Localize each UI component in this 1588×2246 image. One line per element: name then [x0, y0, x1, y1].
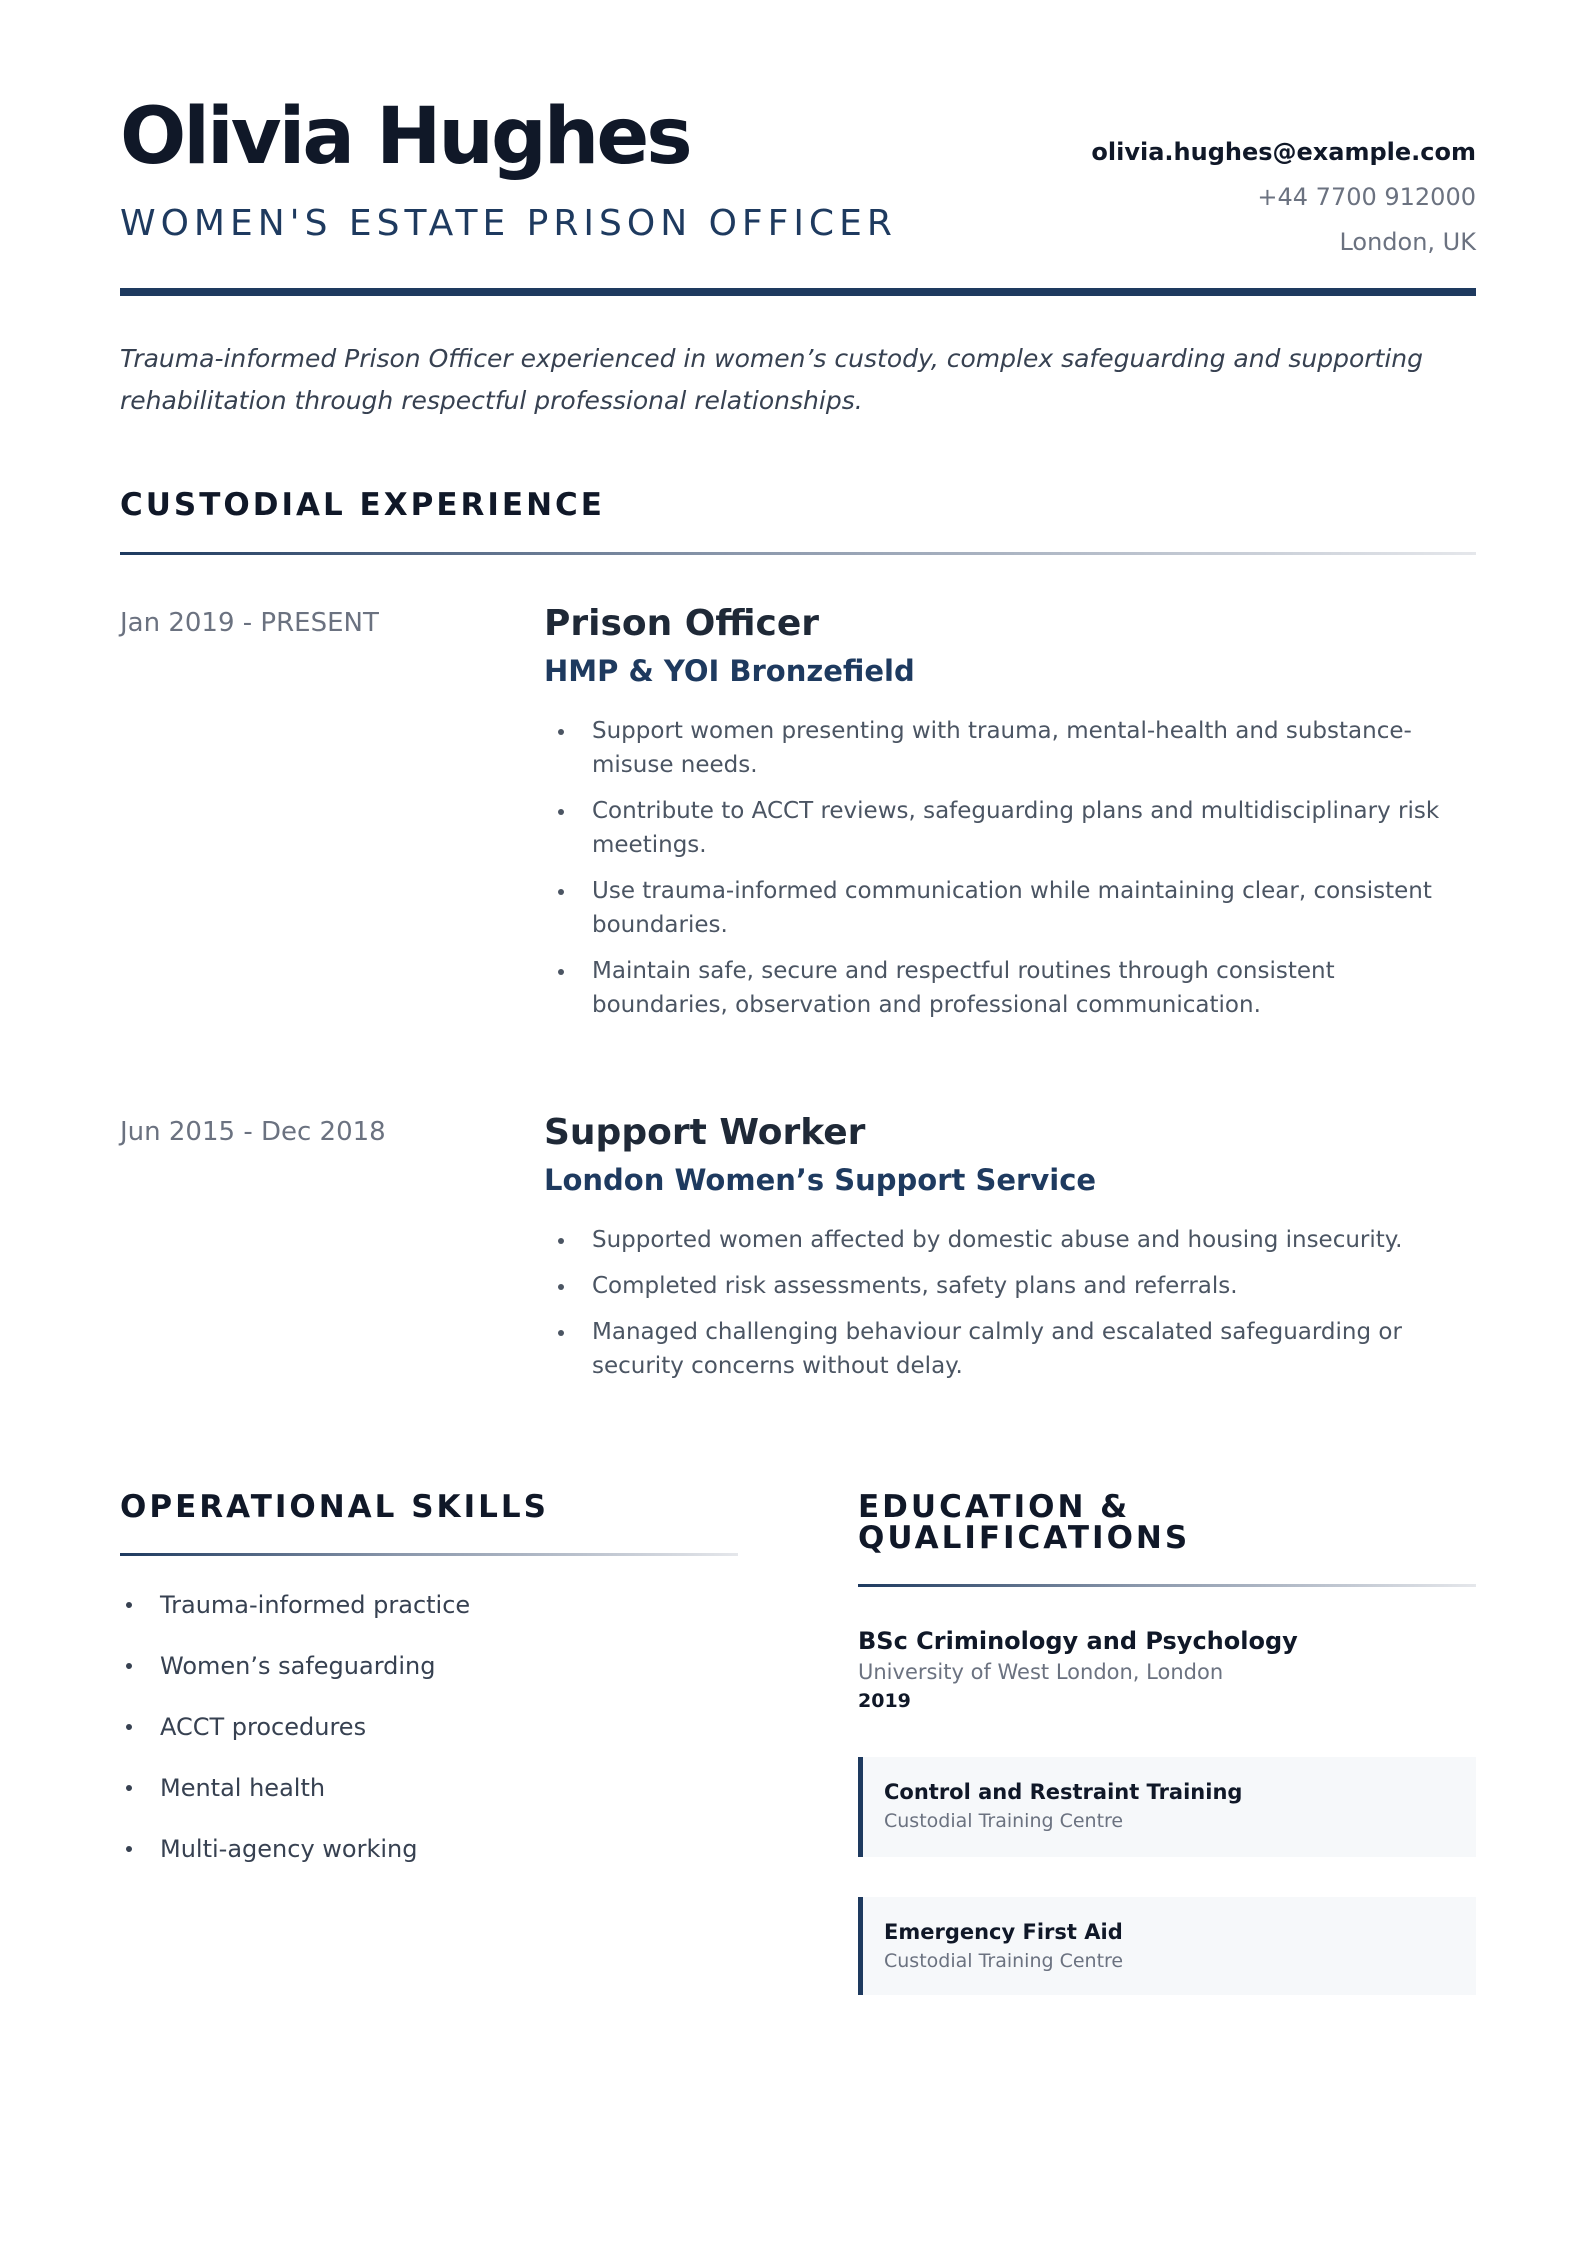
certification-card: [858, 1757, 1476, 1857]
skill-item: Trauma-informed practice: [120, 1588, 738, 1622]
skills-section: [120, 1489, 738, 1893]
degree-institution: University of West London, London: [858, 1660, 1224, 1684]
education-divider: [858, 1584, 1476, 1587]
experience-divider: [120, 552, 1476, 555]
contact-phone[interactable]: +44 7700 912000: [1257, 183, 1476, 211]
skills-list: [120, 1588, 738, 1866]
skills-divider: [120, 1553, 738, 1556]
job-duties-list: [544, 1223, 1476, 1395]
job-duty: Support women presenting with trauma, mental-health and substance-misuse needs.: [544, 714, 1476, 782]
experience-heading: CUSTODIAL EXPERIENCE: [120, 487, 605, 523]
job-title: Prison Officer: [544, 603, 820, 644]
header-divider: [120, 288, 1476, 296]
skill-item: Women’s safeguarding: [120, 1649, 738, 1683]
certification-card: [858, 1897, 1476, 1995]
candidate-name: Olivia Hughes: [120, 92, 690, 182]
degree-entry: [858, 1625, 1476, 1715]
job-duty: Managed challenging behaviour calmly and escalated safeguarding or security concerns without delay.: [544, 1315, 1476, 1383]
skill-item: Mental health: [120, 1771, 738, 1805]
skill-item: Multi-agency working: [120, 1832, 738, 1866]
contact-block: [1091, 130, 1476, 265]
certification-source: Custodial Training Centre: [884, 1810, 1124, 1832]
degree-title: BSc Criminology and Psychology: [858, 1627, 1298, 1655]
job-duty: Use trauma-informed communication while maintaining clear, consistent boundaries.: [544, 874, 1476, 942]
candidate-role: WOMEN'S ESTATE PRISON OFFICER: [120, 203, 897, 244]
job-duties-list: [544, 714, 1476, 1034]
professional-summary: Trauma-informed Prison Officer experienced in women’s custody, complex safeguarding and supporting rehabilitation through respectful professional relationships.: [120, 344, 1424, 415]
job-duty: Supported women affected by domestic abuse and housing insecurity.: [544, 1223, 1476, 1257]
certification-source: Custodial Training Centre: [884, 1950, 1124, 1972]
job-organisation: London Women’s Support Service: [544, 1163, 1097, 1197]
certification-title: Emergency First Aid: [884, 1920, 1123, 1944]
job-dates: Jan 2019 - PRESENT: [120, 608, 379, 638]
skill-item: ACCT procedures: [120, 1710, 738, 1744]
skills-heading: OPERATIONAL SKILLS: [120, 1489, 549, 1525]
degree-year: 2019: [858, 1690, 911, 1712]
contact-location: London, UK: [1339, 228, 1476, 256]
contact-email[interactable]: olivia.hughes@example.com: [1091, 138, 1476, 166]
job-dates: Jun 2015 - Dec 2018: [120, 1117, 386, 1147]
job-duty: Maintain safe, secure and respectful routines through consistent boundaries, observation and professional communication.: [544, 954, 1476, 1022]
job-duty: Completed risk assessments, safety plans and referrals.: [544, 1269, 1476, 1303]
education-heading: EDUCATION & QUALIFICATIONS: [858, 1489, 1191, 1556]
resume-page: [120, 0, 1476, 2246]
job-title: Support Worker: [544, 1112, 866, 1153]
resume-header: [120, 88, 1476, 298]
education-section: [858, 1489, 1476, 1995]
job-duty: Contribute to ACCT reviews, safeguarding plans and multidisciplinary risk meetings.: [544, 794, 1476, 862]
certification-title: Control and Restraint Training: [884, 1780, 1243, 1804]
job-organisation: HMP & YOI Bronzefield: [544, 654, 915, 688]
